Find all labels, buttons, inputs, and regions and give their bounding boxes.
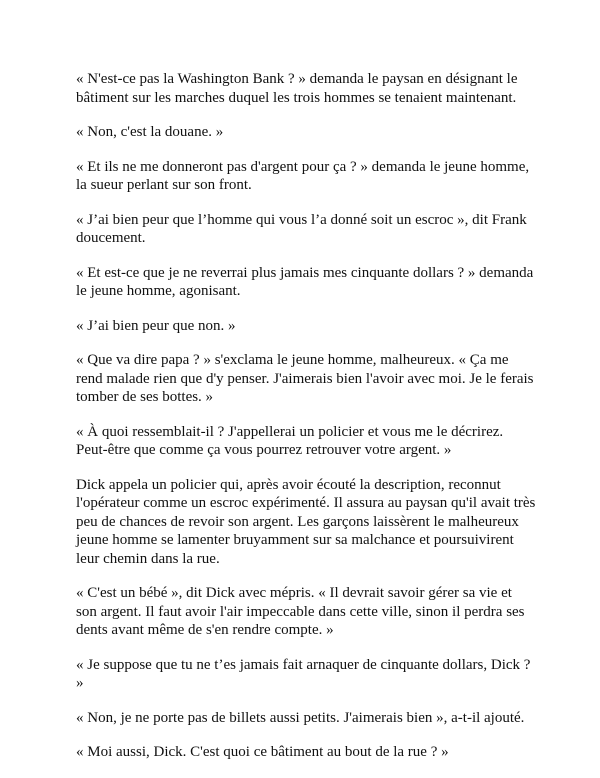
paragraph-2: « Non, c'est la douane. »	[76, 124, 224, 140]
paragraph-12: « Non, je ne porte pas de billets aussi petits. J'aimerais bien », a-t-il ajouté.	[76, 709, 525, 726]
paragraph-5: « Et est-ce que je ne reverrai plus jamais mes cinquante dollars ? » demanda le jeune homme, agonisant.	[76, 264, 534, 299]
paragraph-10: « C'est un bébé », dit Dick avec mépris. « Il devrait savoir gérer sa vie et son argent. Il faut avoir l'air impeccable dans cette ville, sinon il perdra ses dents avant même de s'en rendre compte. »	[76, 585, 525, 638]
paragraph-6: « J’ai bien peur que non. »	[76, 317, 236, 334]
paragraph-7: « Que va dire papa ? » s'exclama le jeune homme, malheureux. « Ça me rend malade rien que d'y penser. J'aimerais bien l'avoir avec moi. Je le ferais tomber de ses bottes. »	[76, 352, 534, 405]
paragraph-4: « J’ai bien peur que l’homme qui vous l’a donné soit un escroc », dit Frank doucement.	[76, 211, 527, 246]
paragraph-1: « N'est-ce pas la Washington Bank ? » demanda le paysan en désignant le bâtiment sur les marches duquel les trois hommes se tenaient maintenant.	[76, 71, 518, 106]
paragraph-8: « À quoi ressemblait-il ? J'appellerai un policier et vous me le décrirez. Peut-être que comme ça vous pourrez retrouver votre argent. »	[76, 423, 504, 458]
paragraph-13: « Moi aussi, Dick. C'est quoi ce bâtiment au bout de la rue ? »	[76, 744, 449, 760]
paragraph-11: « Je suppose que tu ne t’es jamais fait arnaquer de cinquante dollars, Dick ? »	[76, 656, 531, 691]
document-body	[76, 70, 536, 778]
paragraph-9: Dick appela un policier qui, après avoir écouté la description, reconnut l'opérateur comme un escroc expérimenté. Il assura au paysan qu'il avait très peu de chances de revoir son argent. Les garçons laissèrent le malheureux jeune homme se lamenter bruyamment sur sa malchance et poursuivirent leur chemin dans la rue.	[76, 476, 536, 567]
paragraph-3: « Et ils ne me donneront pas d'argent pour ça ? » demanda le jeune homme, la sueur perlant sur son front.	[76, 158, 530, 193]
